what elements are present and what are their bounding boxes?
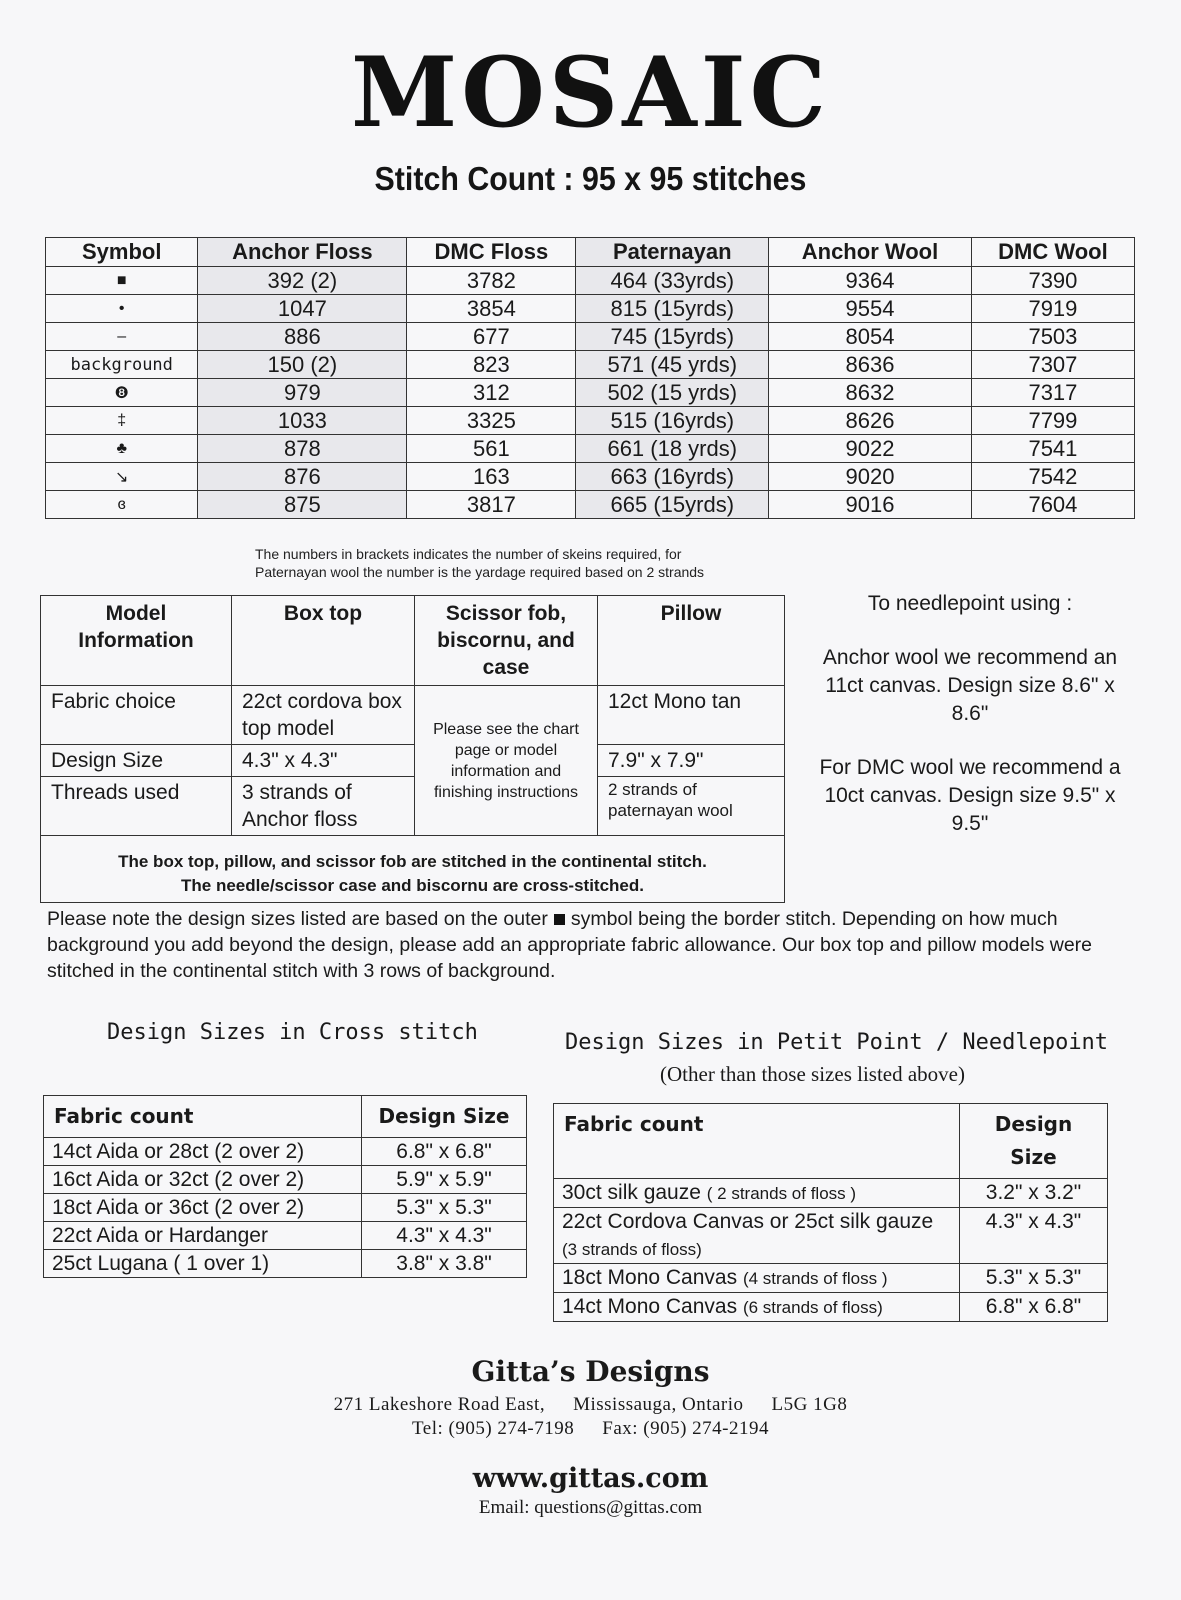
symbol-cell: ♣ bbox=[46, 435, 198, 463]
telephone: Tel: (905) 274-7198 bbox=[411, 1418, 575, 1439]
design-size-cell: 3.8" x 3.8" bbox=[362, 1250, 527, 1278]
anchor-wool-recommendation: Anchor wool we recommend an 11ct canvas. Design size 8.6" x 8.6" bbox=[822, 646, 1118, 725]
col-anchor-wool: Anchor Wool bbox=[769, 238, 972, 267]
thread-row bbox=[46, 267, 1135, 295]
scissor-fob-header: Scissor fob, biscornu, and case bbox=[415, 596, 598, 686]
table-row bbox=[44, 1222, 527, 1250]
symbol-cell: ❽ bbox=[46, 379, 198, 407]
design-size-boxtop: 4.3" x 4.3" bbox=[232, 745, 415, 777]
thread-cell: 7317 bbox=[971, 379, 1134, 407]
fabric-count-cell bbox=[554, 1208, 960, 1264]
symbol-cell: – bbox=[46, 323, 198, 351]
thread-cell: 815 (15yrds) bbox=[576, 295, 769, 323]
thread-cell: 7390 bbox=[971, 267, 1134, 295]
fabric-count-cell: 22ct Aida or Hardanger bbox=[44, 1222, 362, 1250]
thread-row bbox=[46, 323, 1135, 351]
table-row bbox=[554, 1179, 1108, 1208]
thread-cell: 502 (15 yrds) bbox=[576, 379, 769, 407]
fabric-count-cell bbox=[554, 1179, 960, 1208]
email-link[interactable]: Email: questions@gittas.com bbox=[478, 1497, 703, 1518]
fabric-name: 22ct Cordova Canvas or 25ct silk gauze bbox=[562, 1210, 934, 1233]
strand-count: (6 strands of floss) bbox=[742, 1298, 883, 1317]
thread-cell: 7919 bbox=[971, 295, 1134, 323]
company-name: Gitta’s Designs bbox=[471, 1355, 710, 1388]
table-row bbox=[554, 1208, 1108, 1264]
design-size-cell: 6.8" x 6.8" bbox=[362, 1138, 527, 1166]
table-row bbox=[44, 1194, 527, 1222]
thread-cell: 9020 bbox=[769, 463, 972, 491]
col-symbol: Symbol bbox=[46, 238, 198, 267]
symbol-cell: ■ bbox=[46, 267, 198, 295]
thread-cell: 163 bbox=[407, 463, 576, 491]
needlepoint-recommendation bbox=[805, 590, 1135, 864]
col-paternayan: Paternayan bbox=[576, 238, 769, 267]
design-size-cell: 3.2" x 3.2" bbox=[960, 1179, 1108, 1208]
cross-stitch-heading: Design Sizes in Cross stitch bbox=[107, 1020, 478, 1045]
thread-cell: 661 (18 yrds) bbox=[576, 435, 769, 463]
design-size-cell: 5.3" x 5.3" bbox=[362, 1194, 527, 1222]
table-row bbox=[44, 1250, 527, 1278]
design-size-cell: 4.3" x 4.3" bbox=[362, 1222, 527, 1250]
fabric-count-cell bbox=[554, 1264, 960, 1293]
thread-cell: 9554 bbox=[769, 295, 972, 323]
thread-cell: 3325 bbox=[407, 407, 576, 435]
thread-cell: 7541 bbox=[971, 435, 1134, 463]
thread-row bbox=[46, 491, 1135, 519]
thread-cell: 663 (16yrds) bbox=[576, 463, 769, 491]
website-link[interactable]: www.gittas.com bbox=[472, 1463, 709, 1494]
thread-cell: 876 bbox=[198, 463, 407, 491]
symbol-cell: • bbox=[46, 295, 198, 323]
symbol-cell: ↘ bbox=[46, 463, 198, 491]
symbol-cell: ‡ bbox=[46, 407, 198, 435]
fabric-count-cell: 25ct Lugana ( 1 over 1) bbox=[44, 1250, 362, 1278]
thread-cell: 8632 bbox=[769, 379, 972, 407]
thread-cell: 1047 bbox=[198, 295, 407, 323]
thread-cell: 392 (2) bbox=[198, 267, 407, 295]
design-size-cell: 5.3" x 5.3" bbox=[960, 1264, 1108, 1293]
fabric-count-cell: 14ct Aida or 28ct (2 over 2) bbox=[44, 1138, 362, 1166]
fabric-count-header: Fabric count bbox=[554, 1104, 960, 1179]
thread-cell: 823 bbox=[407, 351, 576, 379]
fabric-count-cell: 18ct Aida or 36ct (2 over 2) bbox=[44, 1194, 362, 1222]
thread-table bbox=[45, 237, 1135, 519]
thread-row bbox=[46, 295, 1135, 323]
pillow-header: Pillow bbox=[598, 596, 785, 686]
fabric-name: 14ct Mono Canvas bbox=[562, 1295, 738, 1318]
thread-cell: 878 bbox=[198, 435, 407, 463]
thread-cell: 464 (33yrds) bbox=[576, 267, 769, 295]
fabric-count-header: Fabric count bbox=[44, 1096, 362, 1138]
col-anchor-floss: Anchor Floss bbox=[198, 238, 407, 267]
thread-cell: 312 bbox=[407, 379, 576, 407]
design-size-pillow: 7.9" x 7.9" bbox=[598, 745, 785, 777]
dmc-wool-recommendation: For DMC wool we recommend a 10ct canvas. Design size 9.5" x 9.5" bbox=[819, 756, 1121, 835]
thread-cell: 3817 bbox=[407, 491, 576, 519]
threads-used-label: Threads used bbox=[41, 777, 232, 836]
skein-note: The numbers in brackets indicates the number of skeins required, for Paternayan wool the number is the yardage required based on 2 strands bbox=[255, 546, 705, 580]
scissor-fob-note: Please see the chart page or model information and finishing instructions bbox=[415, 686, 598, 836]
design-size-paragraph: Please note the design sizes listed are based on the outer symbol being the border stitch. Depending on how much background you add beyond the design, please add an appropriate fabric allowance. Our box top and pillow models were stitched in the continental stitch with 3 rows of background. bbox=[47, 908, 1093, 982]
thread-cell: 745 (15yrds) bbox=[576, 323, 769, 351]
fabric-choice-pillow: 12ct Mono tan bbox=[598, 686, 785, 745]
thread-cell: 886 bbox=[198, 323, 407, 351]
thread-cell: 515 (16yrds) bbox=[576, 407, 769, 435]
fabric-name: 18ct Mono Canvas bbox=[562, 1266, 738, 1289]
thread-row bbox=[46, 351, 1135, 379]
table-row bbox=[44, 1166, 527, 1194]
thread-cell: 7542 bbox=[971, 463, 1134, 491]
fabric-name: 30ct silk gauze bbox=[562, 1181, 701, 1204]
thread-cell: 561 bbox=[407, 435, 576, 463]
thread-cell: 1033 bbox=[198, 407, 407, 435]
thread-cell: 9364 bbox=[769, 267, 972, 295]
thread-cell: 3782 bbox=[407, 267, 576, 295]
thread-table-header bbox=[46, 238, 1135, 267]
col-dmc-wool: DMC Wool bbox=[971, 238, 1134, 267]
thread-cell: 8626 bbox=[769, 407, 972, 435]
thread-cell: 9022 bbox=[769, 435, 972, 463]
design-size-cell: 5.9" x 5.9" bbox=[362, 1166, 527, 1194]
thread-cell: 7307 bbox=[971, 351, 1134, 379]
thread-cell: 979 bbox=[198, 379, 407, 407]
fax: Fax: (905) 274-2194 bbox=[602, 1418, 770, 1439]
design-size-header: Design Size bbox=[362, 1096, 527, 1138]
table-row bbox=[44, 1138, 527, 1166]
thread-row bbox=[46, 379, 1135, 407]
petit-point-table bbox=[553, 1103, 1108, 1322]
fabric-count-cell bbox=[554, 1293, 960, 1322]
fabric-choice-label: Fabric choice bbox=[41, 686, 232, 745]
cross-stitch-table bbox=[43, 1095, 527, 1278]
table-row bbox=[554, 1293, 1108, 1322]
fabric-choice-boxtop: 22ct cordova box top model bbox=[232, 686, 415, 745]
threads-used-pillow: 2 strands of paternayan wool bbox=[598, 777, 785, 836]
table-row bbox=[554, 1264, 1108, 1293]
thread-row bbox=[46, 435, 1135, 463]
petit-point-subheading: (Other than those sizes listed above) bbox=[660, 1062, 965, 1086]
design-size-label: Design Size bbox=[41, 745, 232, 777]
stitch-count: Stitch Count : 95 x 95 stitches bbox=[374, 160, 807, 197]
strand-count: (3 strands of floss) bbox=[562, 1240, 702, 1259]
thread-row bbox=[46, 463, 1135, 491]
page-title: MOSAIC bbox=[350, 36, 830, 149]
thread-row bbox=[46, 407, 1135, 435]
thread-cell: 677 bbox=[407, 323, 576, 351]
thread-cell: 7604 bbox=[971, 491, 1134, 519]
fabric-count-cell: 16ct Aida or 32ct (2 over 2) bbox=[44, 1166, 362, 1194]
thread-cell: 8636 bbox=[769, 351, 972, 379]
design-size-header: Design Size bbox=[960, 1104, 1108, 1179]
model-info-header: Model Information bbox=[41, 596, 232, 686]
model-information-table bbox=[40, 595, 785, 903]
thread-cell: 150 (2) bbox=[198, 351, 407, 379]
threads-used-boxtop: 3 strands of Anchor floss bbox=[232, 777, 415, 836]
stitch-method-note: The box top, pillow, and scissor fob are stitched in the continental stitch. The needle/scissor case and biscornu are cross-stitched. bbox=[41, 836, 785, 903]
thread-cell: 9016 bbox=[769, 491, 972, 519]
thread-cell: 571 (45 yrds) bbox=[576, 351, 769, 379]
needlepoint-heading: To needlepoint using : bbox=[867, 592, 1073, 615]
thread-cell: 7503 bbox=[971, 323, 1134, 351]
thread-cell: 3854 bbox=[407, 295, 576, 323]
thread-cell: 8054 bbox=[769, 323, 972, 351]
thread-cell: 875 bbox=[198, 491, 407, 519]
col-dmc-floss: DMC Floss bbox=[407, 238, 576, 267]
box-top-header: Box top bbox=[232, 596, 415, 686]
petit-point-heading: Design Sizes in Petit Point / Needlepoint bbox=[565, 1030, 1109, 1055]
strand-count: (4 strands of floss ) bbox=[742, 1269, 888, 1288]
company-address: 271 Lakeshore Road East, Mississauga, Ontario L5G 1G8 Tel: (905) 274-7198 Fax: (905) 274-2194 bbox=[333, 1394, 848, 1439]
border-stitch-symbol-icon bbox=[554, 914, 565, 925]
thread-cell: 7799 bbox=[971, 407, 1134, 435]
strand-count: ( 2 strands of floss ) bbox=[706, 1184, 857, 1203]
thread-cell: 665 (15yrds) bbox=[576, 491, 769, 519]
design-size-cell: 4.3" x 4.3" bbox=[960, 1208, 1108, 1264]
symbol-cell: ɞ bbox=[46, 491, 198, 519]
design-size-cell: 6.8" x 6.8" bbox=[960, 1293, 1108, 1322]
symbol-cell: background bbox=[46, 351, 198, 379]
